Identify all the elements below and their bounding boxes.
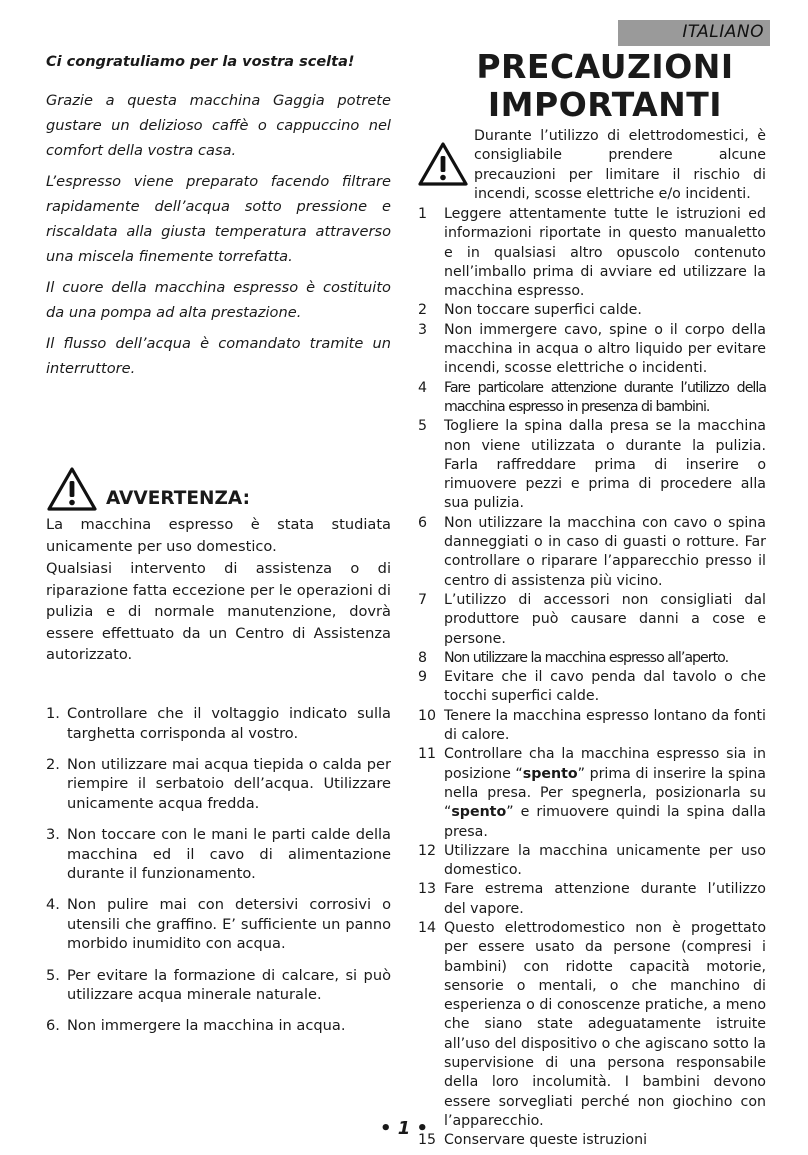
list-text (444, 746, 766, 839)
precautions-list (414, 205, 766, 1151)
warning-title: AVVERTENZA: (106, 488, 250, 509)
list-item (414, 842, 766, 881)
text-run: ” prima di inserire la spina nella presa. Per spegnerla, posizionarla su “ (444, 765, 766, 821)
list-number: 13 (418, 881, 437, 898)
list-number: 1 (418, 206, 428, 222)
list-number: 3 (418, 321, 428, 338)
list-item (414, 649, 766, 668)
page-title (414, 48, 766, 124)
list-text: Non utilizzare la macchina con cavo o spina danneggiati o in caso di guasti o rotture. Far controllare o riparare l’apparecchio presso il centro di assistenza più vicino. (444, 514, 766, 589)
list-number: 5 (418, 418, 428, 435)
list-item (414, 591, 766, 649)
list-text: Non toccare con le mani le parti calde della macchina ed il cavo di alimentazione durante il funzionamento. (67, 826, 391, 883)
list-text: Non utilizzare la macchina espresso all’aperto. (444, 649, 729, 666)
list-number: 6 (418, 514, 428, 531)
list-number: 8 (418, 649, 428, 666)
right-column (414, 48, 766, 1151)
intro-paragraph: Il flusso dell’acqua è comandato tramite un interruttore. (46, 335, 391, 377)
caution-text: Durante l’utilizzo di elettrodomestici, è consigliabile prendere alcune precauzioni per limitare il rischio di incendi, scosse elettriche e/o incidenti. (474, 128, 766, 202)
list-text: Evitare che il cavo penda dal tavolo o che tocchi superfici calde. (444, 669, 766, 705)
list-number: 5. (46, 966, 60, 984)
warning-header (46, 466, 391, 514)
warning-block (46, 466, 391, 667)
list-number: 11 (418, 746, 437, 763)
list-number: 2 (418, 302, 428, 319)
list-number: 4. (46, 896, 60, 914)
usage-list (46, 704, 391, 1048)
list-text: L’utilizzo di accessori non consigliati dal produttore può causare danni a cose e persone. (444, 591, 766, 647)
list-text: Non immergere cavo, spine o il corpo della macchina in acqua o altro liquido per evitare incendi, scosse elettriche o incidenti. (444, 321, 766, 377)
list-number: 14 (418, 919, 437, 936)
congrats-heading: Ci congratuliamo per la vostra scelta! (46, 54, 355, 70)
list-item (414, 919, 766, 1131)
language-tab: ITALIANO (618, 20, 770, 46)
list-number: 9 (418, 669, 428, 686)
caution-block (414, 127, 766, 205)
list-text: Non utilizzare mai acqua tiepida o calda per riempire il serbatoio dell’acqua. Utilizzare unicamente acqua fredda. (67, 755, 391, 812)
list-text: Utilizzare la macchina unicamente per uso domestico. (444, 842, 766, 879)
list-item (414, 417, 766, 513)
list-number: 7 (418, 591, 428, 608)
warning-triangle-icon (417, 141, 469, 187)
list-item (46, 825, 391, 884)
text-run: ” e rimuovere quindi la spina dalla presa. (444, 804, 766, 840)
list-text: Controllare che il voltaggio indicato sulla targhetta corrisponda al vostro. (67, 705, 391, 742)
list-item (46, 966, 391, 1005)
list-item (414, 301, 766, 320)
list-item (46, 895, 391, 954)
intro-paragraph: Il cuore della macchina espresso è costituito da una pompa ad alta prestazione. (46, 279, 391, 321)
list-text: Conservare queste istruzioni (444, 1132, 648, 1149)
intro-paragraph: Grazie a questa macchina Gaggia potrete gustare un delizioso caffè o cappuccino nel comfort della vostra casa. (46, 92, 391, 159)
list-item (414, 745, 766, 841)
list-number: 10 (418, 707, 437, 724)
list-text: Per evitare la formazione di calcare, si può utilizzare acqua minerale naturale. (67, 966, 391, 1004)
list-text: Non toccare superfici calde. (444, 302, 642, 319)
list-number: 15 (418, 1132, 437, 1149)
warning-paragraph: Qualsiasi intervento di assistenza o di riparazione fatta eccezione per le operazioni di pulizia e di normale manutenzione, dovrà essere effettuato da un Centro di Assistenza autorizzato. (46, 560, 391, 663)
list-item (414, 514, 766, 591)
title-line: PRECAUZIONI (476, 47, 734, 86)
list-text: Non pulire mai con detersivi corrosivi o utensili che graffino. E’ sufficiente un panno morbido inumidito con acqua. (67, 896, 391, 953)
list-item (414, 379, 766, 418)
list-number: 3. (46, 826, 60, 844)
list-number: 12 (418, 842, 437, 859)
intro-text (46, 88, 391, 381)
list-text: Non immergere la macchina in acqua. (67, 1017, 346, 1035)
warning-triangle-icon (46, 466, 98, 512)
list-text: Fare particolare attenzione durante l’utilizzo della macchina espresso in presenza di bambini. (444, 379, 766, 415)
text-run: Controllare cha la macchina espresso sia in posizione “ (444, 746, 766, 782)
list-number: 1. (46, 705, 60, 722)
warning-paragraph: La macchina espresso è stata studiata unicamente per uso domestico. (46, 516, 391, 555)
list-item (46, 1016, 391, 1036)
list-text: Fare estrema attenzione durante l’utilizzo del vapore. (444, 881, 766, 917)
list-item (414, 880, 766, 919)
intro-paragraph: L’espresso viene preparato facendo filtrare rapidamente dell’acqua sotto pressione e riscaldata alla giusta temperatura attraverso una miscela finemente torrefatta. (46, 173, 391, 265)
list-text: Leggere attentamente tutte le istruzioni ed informazioni riportate in questo manualetto e in qualsiasi altro opuscolo contenuto nell’imballo prima di avviare ed utilizzare la macchina espresso. (444, 206, 766, 300)
list-text: Tenere la macchina espresso lontano da fonti di calore. (444, 707, 766, 744)
list-item (414, 205, 766, 301)
list-item (414, 321, 766, 379)
bold-term: spento (451, 804, 507, 821)
list-item (414, 707, 766, 746)
list-text: Questo elettrodomestico non è progettato per essere usato da persone (compresi i bambini) con ridotte capacità motorie, sensorie o mentali, o che manchino di esperienza o di conoscenze pratiche, a meno che siano state adeguatamente istruite all’uso del dispositivo o che agiscano sotto la supervisione di una persona responsabile della loro incolumità. I bambini devono essere sorvegliati perché non giochino con l’apparecchio. (444, 919, 766, 1129)
title-line: IMPORTANTI (487, 85, 723, 124)
list-number: 4 (418, 379, 428, 396)
list-text: Togliere la spina dalla presa se la macchina non viene utilizzata o durante la pulizia. Farla raffreddare prima di inserire o rimuovere pezzi e prima di procedere alla sua pulizia. (444, 418, 766, 512)
bold-term: spento (522, 765, 578, 782)
list-item (46, 755, 391, 814)
list-number: 6. (46, 1017, 60, 1035)
list-item (46, 704, 391, 743)
left-column (46, 54, 391, 387)
list-number: 2. (46, 755, 60, 773)
page-number: • 1 • (379, 1118, 429, 1139)
list-item (414, 668, 766, 707)
